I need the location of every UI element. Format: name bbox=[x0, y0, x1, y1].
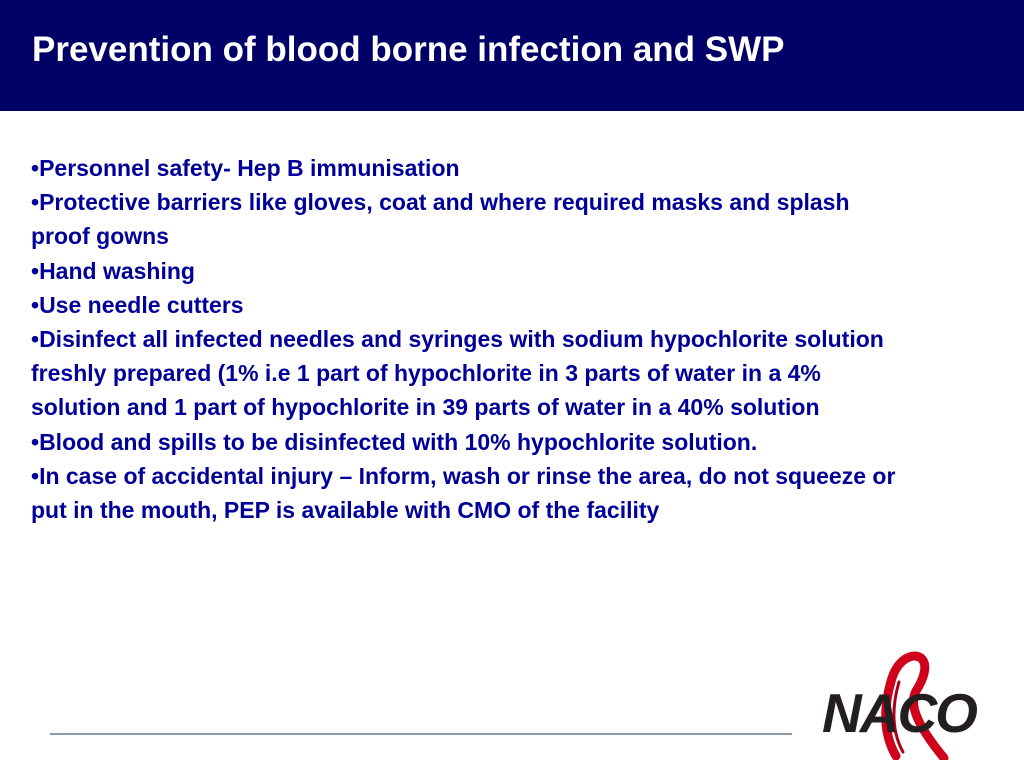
slide-title: Prevention of blood borne infection and SWP bbox=[32, 30, 785, 69]
bullet-text: Disinfect all infected needles and syringes with sodium hypochlorite solution freshly prepared (1% i.e 1 part of hypochlorite in 3 parts of water in a 4% solution and 1 part of hypochlorite in 39 parts of water in a 40% solution bbox=[31, 326, 884, 421]
title-bar bbox=[0, 0, 1024, 111]
footer-divider bbox=[50, 733, 792, 735]
bullet-item bbox=[31, 322, 911, 425]
bullet-text: Blood and spills to be disinfected with 10% hypochlorite solution. bbox=[39, 428, 758, 455]
bullet-marker: • bbox=[31, 462, 40, 489]
bullet-item bbox=[31, 288, 911, 322]
bullet-text: Use needle cutters bbox=[39, 291, 244, 318]
bullet-item bbox=[31, 425, 911, 459]
logo-text: NACO bbox=[822, 682, 976, 744]
bullet-item bbox=[31, 185, 911, 253]
bullet-item bbox=[31, 254, 911, 288]
bullet-marker: • bbox=[31, 326, 40, 353]
bullet-marker: • bbox=[31, 257, 40, 284]
bullet-marker: • bbox=[31, 155, 40, 181]
bullet-item bbox=[31, 151, 911, 185]
bullet-list bbox=[31, 151, 911, 527]
bullet-text: Hand washing bbox=[39, 257, 195, 284]
bullet-text: Protective barriers like gloves, coat and where required masks and splash proof gowns bbox=[31, 189, 850, 250]
bullet-marker: • bbox=[31, 291, 40, 318]
bullet-marker: • bbox=[31, 189, 40, 216]
bullet-text: Personnel safety- Hep B immunisation bbox=[39, 155, 460, 181]
bullet-item bbox=[31, 459, 911, 527]
bullet-marker: • bbox=[31, 428, 40, 455]
bullet-text: In case of accidental injury – Inform, wash or rinse the area, do not squeeze or put in the mouth, PEP is available with CMO of the facility bbox=[31, 462, 896, 524]
naco-logo bbox=[818, 648, 1008, 760]
